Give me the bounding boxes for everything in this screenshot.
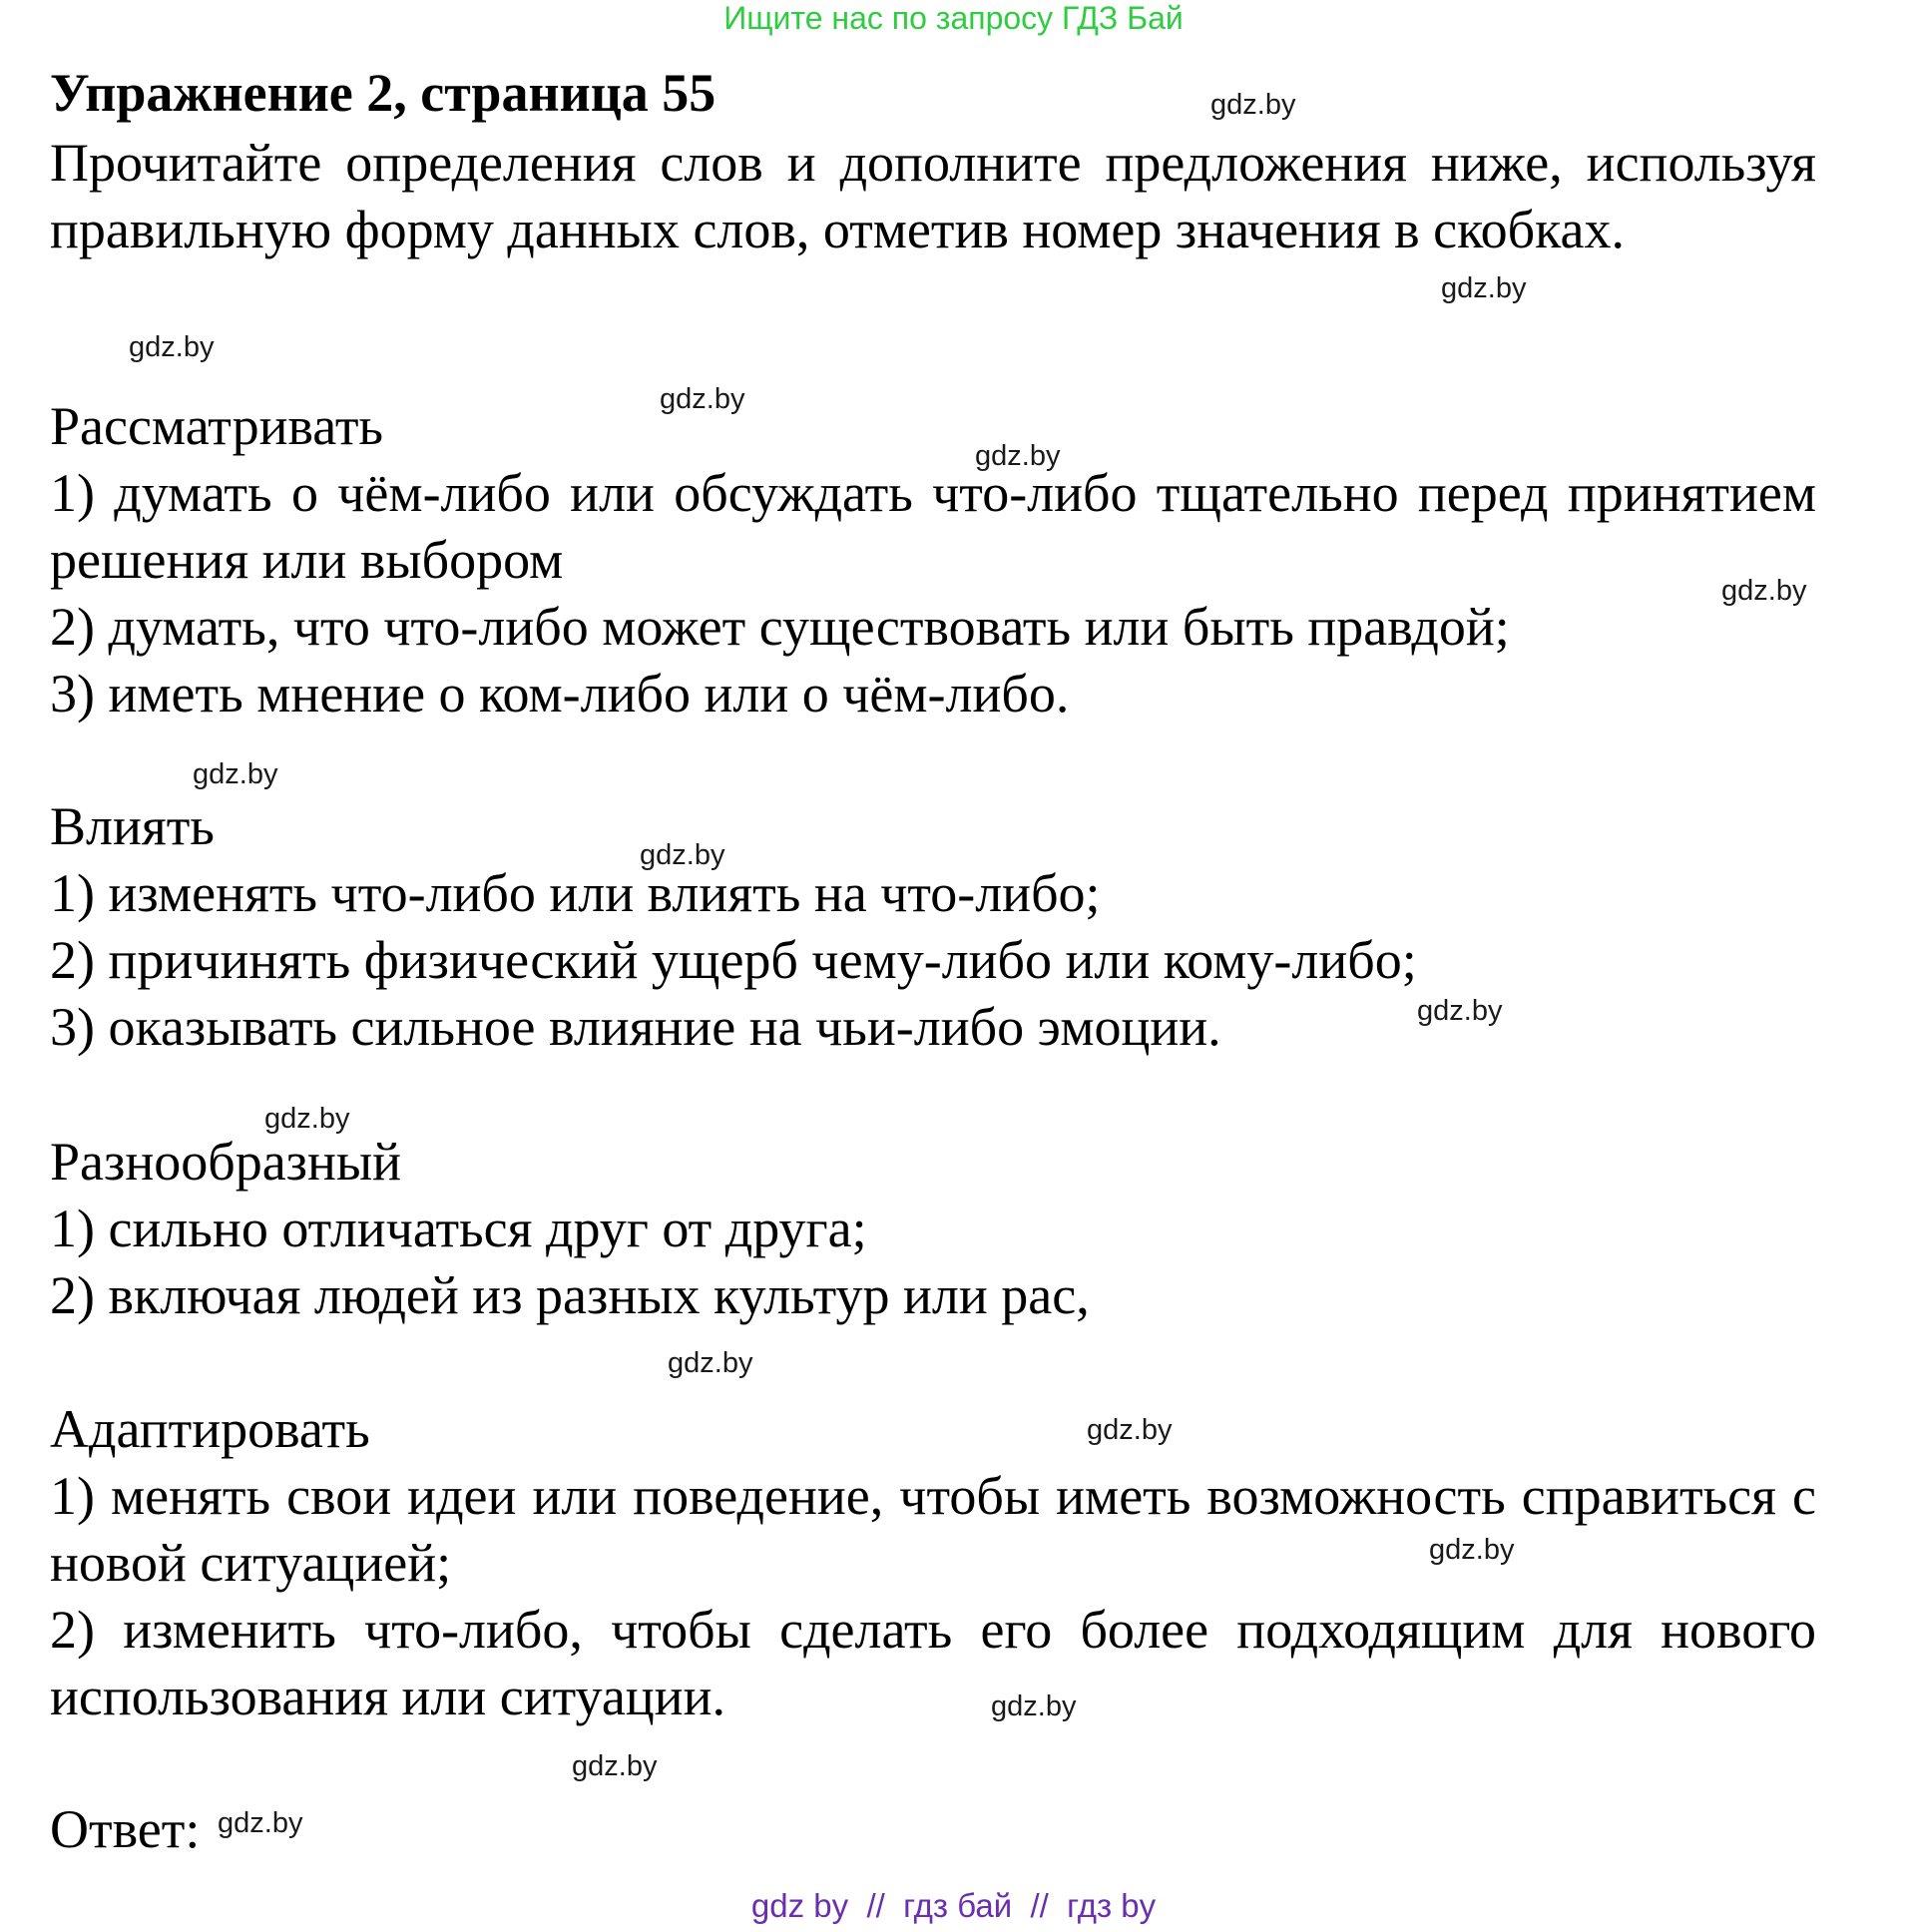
watermark: gdz.by [640, 839, 725, 871]
instruction-text: Прочитайте определения слов и дополните предложения ниже, используя правильную форму данных слов, отметив номер значения в скобках. [50, 133, 1816, 259]
entry-definition: 2) включая людей из разных культур или рас, [50, 1265, 1090, 1325]
entry-word-consider: Рассматривать [50, 396, 384, 456]
watermark: gdz.by [975, 440, 1061, 472]
entry-definition: 2) изменить что-либо, чтобы сделать его более подходящим для нового использования или ситуации. [50, 1600, 1816, 1726]
watermark: gdz.by [572, 1750, 658, 1782]
entry-definition: 1) изменять что-либо или влиять на что-либо; [50, 863, 1101, 923]
answer-label: Ответ: [50, 1799, 201, 1859]
entry-definition: 1) сильно отличаться друг от друга; [50, 1199, 867, 1258]
watermark: gdz.by [1087, 1414, 1173, 1446]
watermark: gdz.by [991, 1690, 1077, 1722]
entry-definition: 3) иметь мнение о ком-либо или о чём-либо. [50, 664, 1070, 724]
entry-definition: 2) думать, что что-либо может существовать или быть правдой; [50, 597, 1510, 657]
footer-links[interactable]: gdz by // гдз бай // гдз by [750, 1887, 1157, 1924]
entry-definition: 2) причинять физический ущерб чему-либо или кому-либо; [50, 930, 1417, 990]
watermark: gdz.by [1721, 575, 1807, 607]
watermark: gdz.by [1210, 89, 1296, 121]
watermark: gdz.by [129, 331, 215, 363]
entry-word-adapt: Адаптировать [50, 1399, 370, 1459]
search-hint-link[interactable]: Ищите нас по запросу ГДЗ Бай [723, 0, 1184, 36]
watermark: gdz.by [1417, 995, 1503, 1027]
watermark: gdz.by [218, 1807, 303, 1839]
entry-definition: 3) оказывать сильное влияние на чьи-либо эмоции. [50, 997, 1221, 1057]
watermark: gdz.by [660, 383, 745, 415]
watermark: gdz.by [1441, 272, 1527, 304]
watermark: gdz.by [1429, 1534, 1515, 1566]
watermark: gdz.by [668, 1347, 753, 1379]
entry-definition: 1) менять свои идеи или поведение, чтобы иметь возможность справиться с новой ситуацией; [50, 1466, 1816, 1593]
entry-word-affect: Влиять [50, 796, 215, 856]
entry-word-diverse: Разнообразный [50, 1132, 402, 1192]
entry-definition: 1) думать о чём-либо или обсуждать что-либо тщательно перед принятием решения или выбором [50, 463, 1816, 590]
exercise-title: Упражнение 2, страница 55 [50, 63, 716, 123]
watermark: gdz.by [264, 1103, 350, 1135]
watermark: gdz.by [193, 758, 278, 790]
